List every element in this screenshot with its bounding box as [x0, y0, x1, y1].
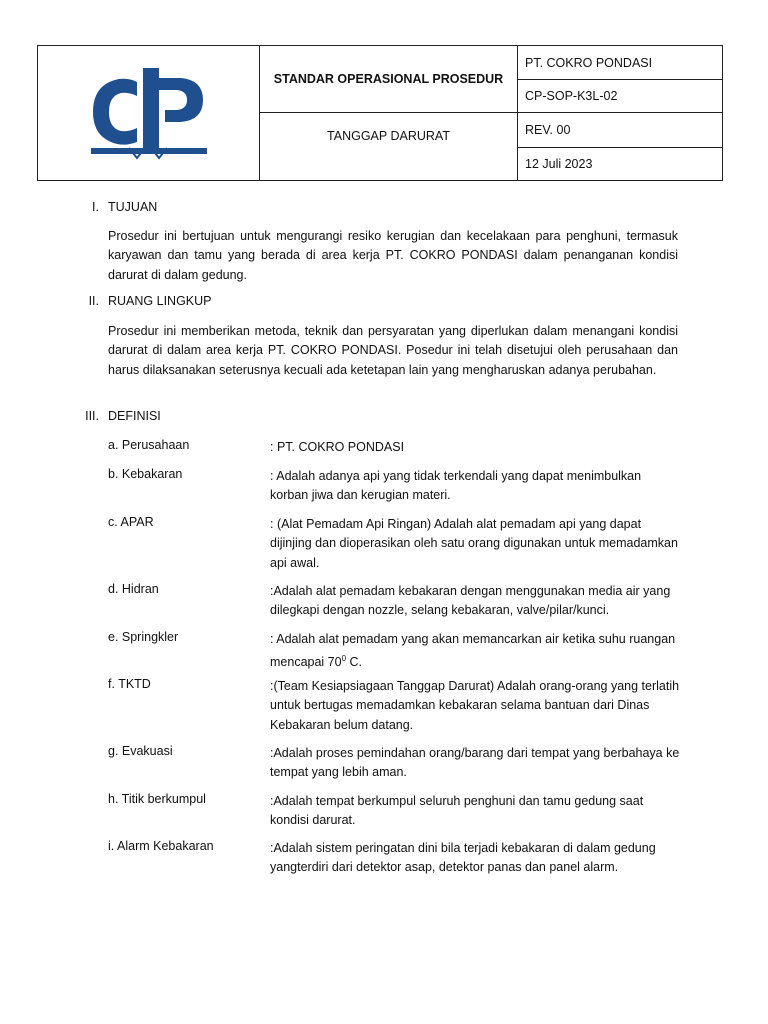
date-cell [518, 147, 723, 180]
doc-date: 12 Juli 2023 [525, 156, 593, 171]
definition-term: e. Springkler [108, 630, 179, 644]
logo-cell [38, 46, 260, 181]
doc-title-cell [260, 113, 518, 181]
revision-cell [518, 113, 723, 147]
section-title: RUANG LINGKUP [108, 294, 212, 308]
company-name: PT. COKRO PONDASI [525, 55, 653, 70]
doc-number-cell [518, 80, 723, 113]
definition-term: c. APAR [108, 515, 154, 529]
definition-term: d. Hidran [108, 582, 159, 596]
definition-desc: :Adalah alat pemadam kebakaran dengan menggunakan media air yang dilegkapi dengan nozzle, selang kebakaran, valve/pilar/kunci. [270, 584, 671, 618]
doc-type-cell [260, 46, 518, 113]
definition-desc-end: C. [346, 655, 363, 670]
company-cell [518, 46, 723, 80]
definition-desc: :(Team Kesiapsiagaan Tanggap Darurat) Adalah orang-orang yang terlatih untuk bertugas memadamkan kebakaran selama bantuan dari Dinas Kebakaran belum datang. [270, 679, 680, 732]
section-title: TUJUAN [108, 200, 158, 214]
tujuan-paragraph: Prosedur ini bertujuan untuk mengurangi resiko kerugian dan kecelakaan para penghuni, termasuk karyawan dan tamu yang berada di area kerja PT. COKRO PONDASI dalam penanganan kondisi darurat di dalam gedung. [108, 229, 678, 282]
definition-term: i. Alarm Kebakaran [108, 839, 214, 853]
logo-text: CP [148, 160, 150, 162]
company-logo [89, 62, 209, 162]
definition-desc: :Adalah proses pemindahan orang/barang dari tempat yang berbahaya ke tempat yang lebih aman. [270, 746, 680, 780]
section-number: III. [85, 409, 99, 423]
section-number: II. [88, 294, 99, 308]
doc-number: CP-SOP-K3L-02 [525, 89, 618, 104]
definition-desc: :Adalah tempat berkumpul seluruh penghuni dan tamu gedung saat kondisi darurat. [270, 794, 644, 828]
doc-type: STANDAR OPERASIONAL PROSEDUR [273, 72, 504, 87]
definition-term: g. Evakuasi [108, 744, 173, 758]
definition-desc: :Adalah sistem peringatan dini bila terjadi kebakaran di dalam gedung yangterdiri dari detektor asap, detektor panas dan panel alarm. [270, 841, 656, 875]
definition-term: h. Titik berkumpul [108, 792, 206, 806]
doc-title: TANGGAP DARURAT [327, 129, 450, 144]
definition-desc-text: : Adalah alat pemadam yang akan memancarkan air ketika suhu ruangan mencapai 70 [270, 632, 676, 670]
revision: REV. 00 [525, 123, 571, 138]
header-table [37, 45, 723, 181]
definition-desc: : PT. COKRO PONDASI [270, 440, 405, 454]
definition-desc: : (Alat Pemadam Api Ringan) Adalah alat pemadam api yang dapat dijinjing dan dioperasikan oleh satu orang digunakan untuk memadamkan api awal. [270, 517, 678, 570]
section-number: I. [92, 200, 99, 214]
definition-term: a. Perusahaan [108, 438, 190, 452]
definition-desc: : Adalah adanya api yang tidak terkendali yang dapat menimbulkan korban jiwa dan kerugian materi. [270, 469, 642, 503]
lingkup-paragraph: Prosedur ini memberikan metoda, teknik dan persyaratan yang diperlukan dalam menangani kondisi darurat di dalam area kerja PT. COKRO PONDASI. Posedur ini telah disetujui oleh perusahaan dan harus dilaksanakan seterusnya kecuali ada ketetapan lain yang mengharuskan adanya perubahan. [108, 324, 678, 377]
superscript-degree: 0 [341, 654, 347, 664]
definition-term: b. Kebakaran [108, 467, 183, 481]
definition-term: f. TKTD [108, 677, 151, 691]
definition-desc [270, 630, 680, 673]
section-title: DEFINISI [108, 409, 161, 423]
